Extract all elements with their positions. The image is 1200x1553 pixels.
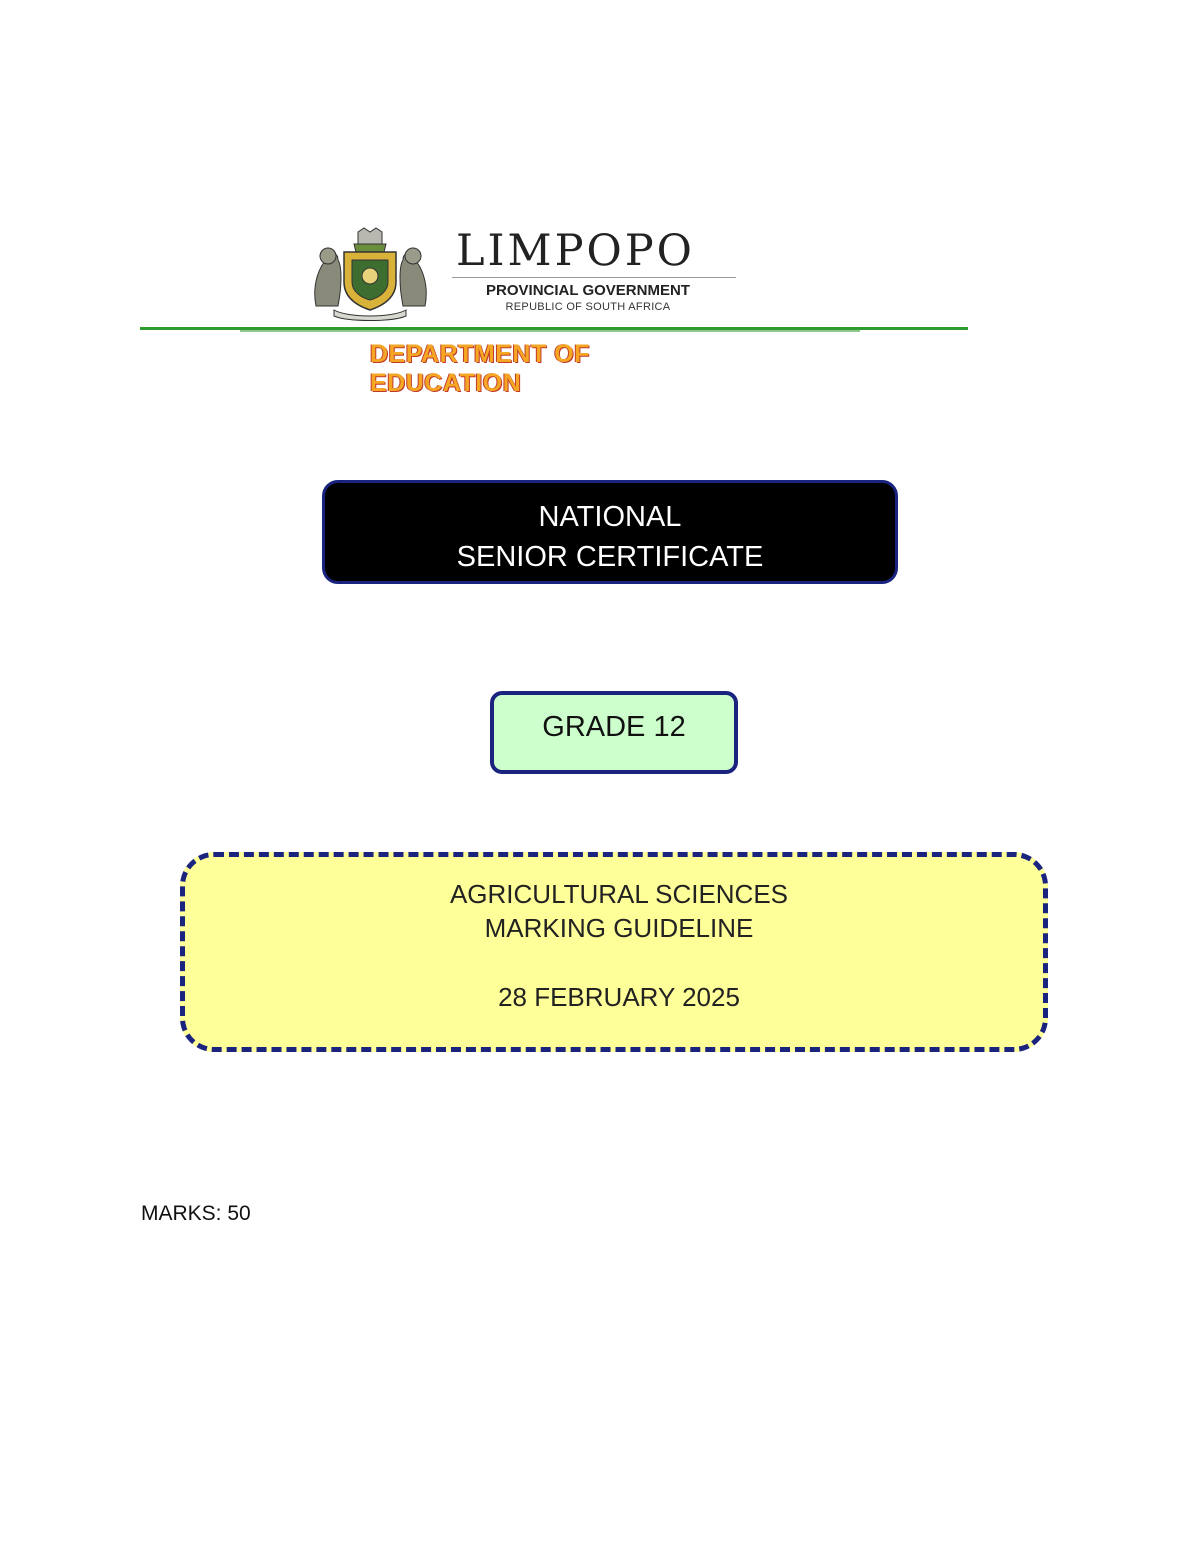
- certificate-banner: [322, 480, 898, 584]
- document-type: MARKING GUIDELINE: [484, 913, 754, 943]
- grade-badge: [490, 691, 738, 774]
- page-header: [0, 0, 1200, 400]
- header-rule-shadow: [240, 330, 860, 332]
- government-name: PROVINCIAL GOVERNMENT: [486, 282, 690, 299]
- certificate-line-2: SENIOR CERTIFICATE: [456, 541, 764, 573]
- exam-date: 28 FEBRUARY 2025: [498, 982, 740, 1012]
- subject-name: AGRICULTURAL SCIENCES: [449, 879, 789, 909]
- logo-title-block: [440, 228, 736, 324]
- country-name: REPUBLIC OF SOUTH AFRICA: [505, 301, 671, 313]
- grade-label: GRADE 12: [542, 711, 686, 743]
- department-name: DEPARTMENT OF EDUCATION: [370, 340, 590, 397]
- department-wrapper: [370, 340, 730, 398]
- total-marks: MARKS: 50: [141, 1202, 251, 1225]
- subject-panel: [180, 852, 1048, 1052]
- title-divider: [452, 277, 736, 278]
- coat-of-arms-icon: [308, 226, 433, 322]
- province-name: LIMPOPO: [456, 226, 695, 276]
- certificate-line-1: NATIONAL: [538, 501, 682, 533]
